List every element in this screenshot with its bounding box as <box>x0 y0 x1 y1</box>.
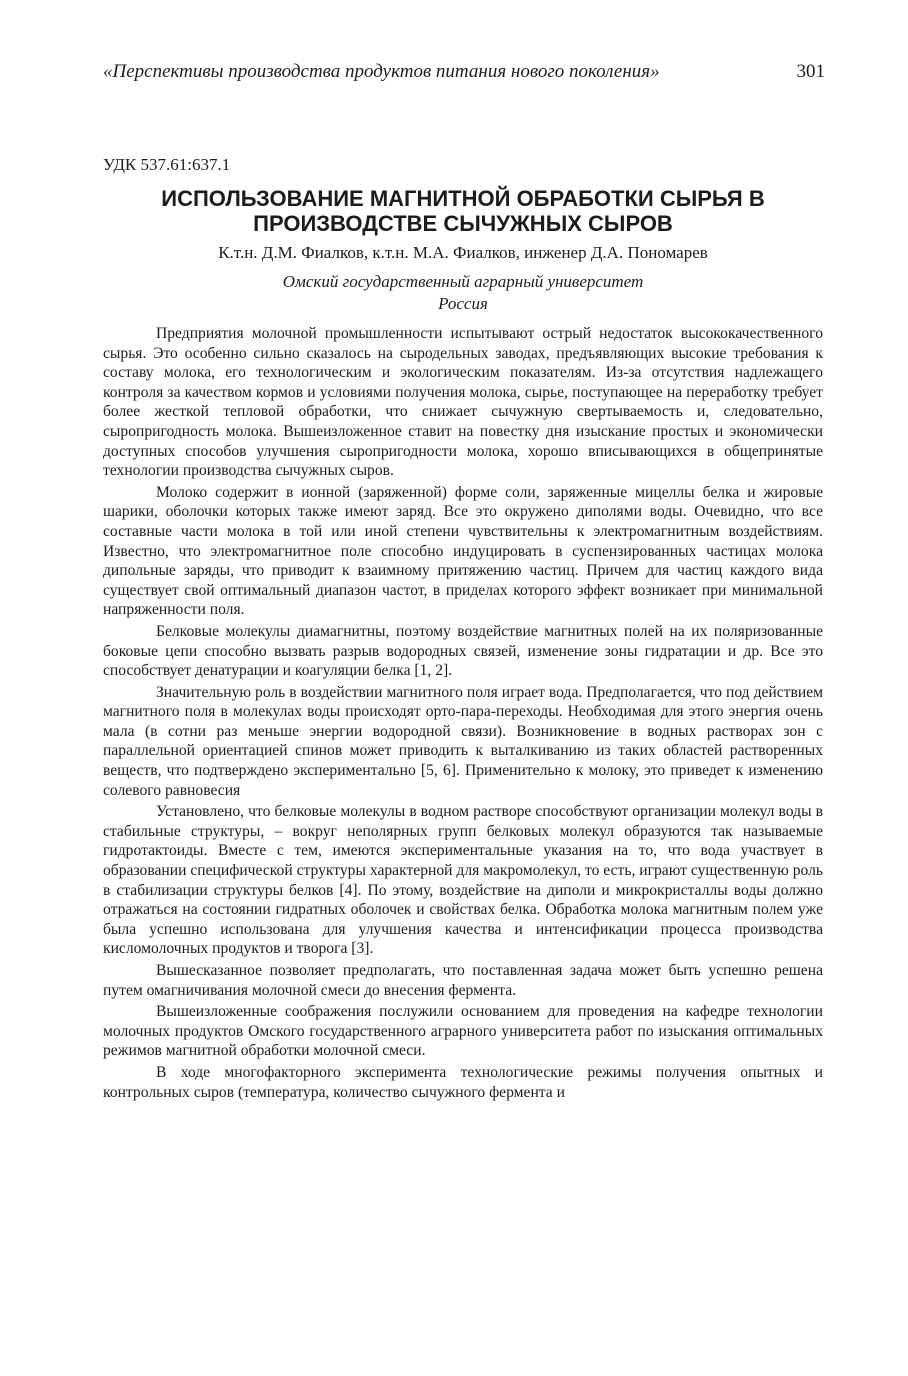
body-paragraph-7: Вышеизложенные соображения послужили основанием для проведения на кафедре технологии молочных продуктов Омского государственного аграрного университета работ по изыскания оптимальных режимов магнитной обработки молочной смеси. <box>103 1003 823 1060</box>
article-authors: К.т.н. Д.М. Фиалков, к.т.н. М.А. Фиалков, инженер Д.А. Пономарев <box>218 243 708 262</box>
article-title-line-1: ИСПОЛЬЗОВАНИЕ МАГНИТНОЙ ОБРАБОТКИ СЫРЬЯ В <box>161 186 765 211</box>
body-paragraph-1: Предприятия молочной промышленности испытывают острый недостаток высококачественного сырья. Это особенно сильно сказалось на сыродельных заводах, предъявляющих высокие требования к составу молока, его технологическим и экологическим показателям. Из-за отсутствия надлежащего контроля за качеством кормов и условиями получения молока, сырье, поступающее на переработку требует более жесткой тепловой обработки, что снижает сычужную свертываемость и, следовательно, сыропригодность молока. Вышеизложенное ставит на повестку дня изыскание простых и экономически доступных способов улучшения сыропригодности молока, хорошо вписывающихся в общепринятые технологии производства сычужных сыров. <box>103 325 823 480</box>
udc-code: УДК 537.61:637.1 <box>103 155 231 174</box>
affiliation-university: Омский государственный аграрный университет <box>282 272 644 291</box>
body-paragraph-8: В ходе многофакторного эксперимента технологические режимы получения опытных и контрольных сыров (температура, количество сычужного фермента и <box>103 1063 823 1101</box>
article-title-line-2: ПРОИЗВОДСТВЕ СЫЧУЖНЫХ СЫРОВ <box>253 211 673 236</box>
author-affiliation <box>100 271 826 315</box>
article-body <box>103 324 823 1104</box>
running-title: «Перспективы производства продуктов питания нового поколения» <box>103 61 660 82</box>
page-number: 301 <box>796 61 825 82</box>
body-paragraph-6: Вышесказанное позволяет предполагать, что поставленная задача может быть успешно решена путем омагничивания молочной смеси до внесения фермента. <box>103 962 823 999</box>
article-title <box>100 186 826 236</box>
affiliation-country: Россия <box>438 294 488 313</box>
body-paragraph-3: Белковые молекулы диамагнитны, поэтому воздействие магнитных полей на их поляризованные боковые цепи способно вызвать разрыв водородных связей, изменение зоны гидратации и др. Все это способствует денатурации и коагуляции белка [1, 2]. <box>103 622 823 680</box>
body-paragraph-2: Молоко содержит в ионной (заряженной) форме соли, заряженные мицеллы белка и жировые шарики, оболочки которых также имеют заряд. Все это окружено диполями воды. Очевидно, что все составные части молока в той или иной степени чувствительны к электромагнитным воздействиям. Известно, что электромагнитное поле способно индуцировать в суспензированных частицах молока дипольные заряды, что приводит к взаимному притяжению частиц. Причем для частиц каждого вида существует свой оптимальный диапазон частот, в приделах которого эффект возникает при минимальной напряженности поля. <box>103 483 823 619</box>
body-paragraph-5: Установлено, что белковые молекулы в водном растворе способствуют организации молекул воды в стабильные структуры, – вокруг неполярных групп белковых молекул образуются так называемые гидротактоиды. Вместе с тем, имеются экспериментальные указания на то, что вода участвует в образовании специфической структуры характерной для макромолекул, то есть, играют существенную роль в стабилизации структуры белков [4]. По этому, воздействие на диполи и микрокристаллы воды должно отражаться на состоянии гидратных оболочек и свойствах белка. Обработка молока магнитным полем уже была успешно использована для улучшения качества и интенсификации процесса производства кисломолочных продуктов и творога [3]. <box>103 803 823 958</box>
body-paragraph-4: Значительную роль в воздействии магнитного поля играет вода. Предполагается, что под действием магнитного поля в молекулах воды происходят орто-пара-переходы. Необходимая для этого энергия очень мала (в сотни раз меньше энергии водородной связи). Возникновение в водных растворах зон с параллельной ориентацией спинов может приводить к выталкиванию из таких областей растворенных веществ, что подтверждено экспериментально [5, 6]. Применительно к молоку, это приведет к изменению солевого равновесия <box>103 683 823 799</box>
